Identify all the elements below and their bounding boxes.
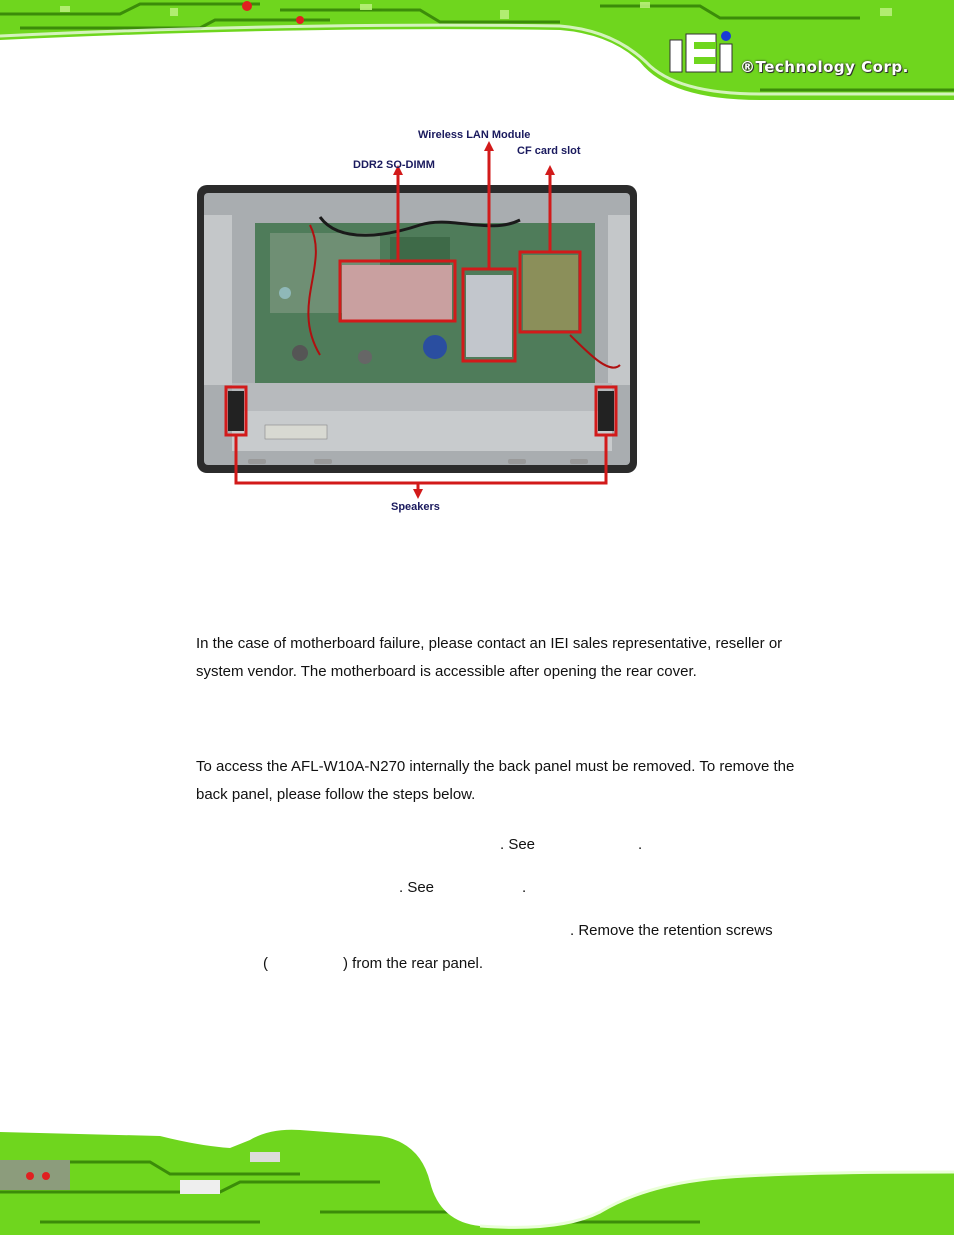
paragraph-access-internally: To access the AFL-W10A-N270 internally the back panel must be removed. To remove the back panel, please follow the steps below. (196, 758, 795, 803)
callout-wireless-lan: Wireless LAN Module (418, 129, 531, 141)
step3-open-paren: ( (263, 955, 268, 972)
step1-end: . (638, 836, 643, 853)
rear-panel-figure (190, 125, 650, 520)
paragraph-motherboard-failure: In the case of motherboard failure, please contact an IEI sales representative, reseller or system vendor. The motherboard is accessible after opening the rear cover. (196, 635, 783, 680)
motherboard-photo (190, 125, 650, 520)
brand-tagline: ®Technology Corp. (740, 58, 909, 76)
step1-text: . See (500, 836, 536, 853)
callout-speakers: Speakers (391, 501, 440, 513)
step3-text: . Remove the retention screws (570, 922, 773, 939)
step2-end: . (522, 879, 527, 896)
callout-cf-card-slot: CF card slot (517, 145, 581, 157)
step3-close: ) from the rear panel. (343, 955, 484, 972)
iei-logo (668, 30, 738, 74)
footer-banner (0, 1122, 954, 1235)
step2-text: . See (399, 879, 435, 896)
callout-ddr2-sodimm: DDR2 SO-DIMM (353, 159, 435, 171)
header-banner (0, 0, 954, 112)
